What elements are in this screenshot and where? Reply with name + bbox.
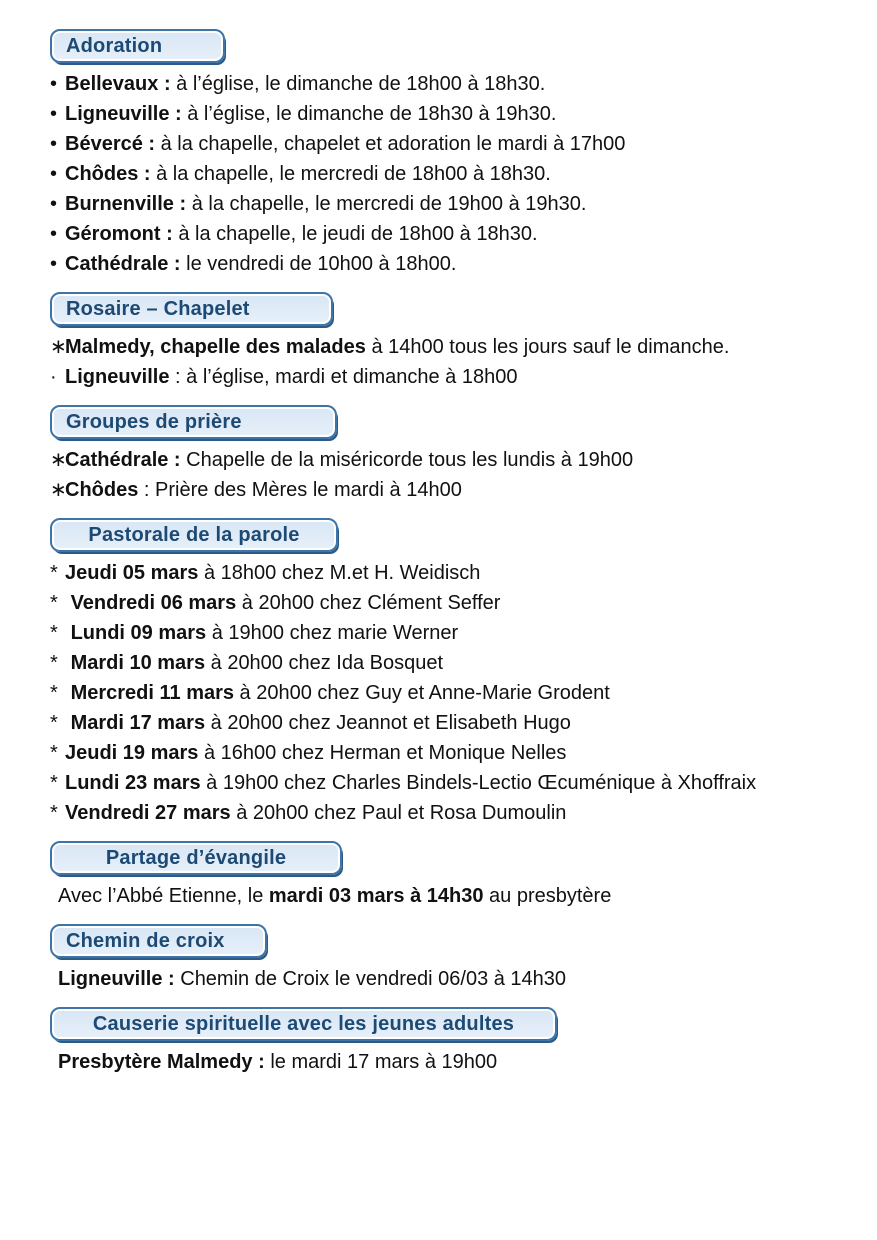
list-item-text: [65, 708, 850, 738]
body-text: à 20h00 chez Paul et Rosa Dumoulin: [230, 802, 567, 824]
list-item: [50, 445, 850, 475]
section-title: Chemin de croix: [66, 929, 225, 952]
list-item-text: [65, 332, 850, 362]
body-text: le mardi 17 mars à 19h00: [264, 1051, 498, 1073]
list-item: [50, 129, 850, 159]
body-text: à la chapelle, le mercredi de 19h00 à 19h30.: [186, 193, 587, 215]
asterisk-icon: ∗: [50, 336, 67, 358]
body-text: à la chapelle, chapelet et adoration le mardi à 17h00: [155, 133, 626, 155]
bullet-icon: •: [50, 193, 58, 215]
list-item-text: [65, 618, 850, 648]
section: [50, 1007, 850, 1077]
asterisk-icon: *: [50, 682, 58, 704]
list-item: [50, 798, 850, 828]
body-text: : Prière des Mères le mardi à 14h00: [138, 479, 462, 501]
emphasis-text: Vendredi 06 mars: [65, 592, 237, 614]
asterisk-icon: ∗: [50, 479, 67, 501]
list-item: [50, 475, 850, 505]
list-item-text: [65, 219, 850, 249]
section-items: [50, 1047, 850, 1077]
section-header-badge: [50, 405, 337, 439]
emphasis-text: mardi 03 mars à 14h30: [268, 885, 484, 907]
body-text: à 20h00 chez Guy et Anne-Marie Grodent: [234, 682, 610, 704]
body-text: à l’église, le dimanche de 18h00 à 18h30.: [170, 73, 546, 95]
emphasis-text: Lundi 09 mars: [65, 622, 207, 644]
section-title: Causerie spirituelle avec les jeunes adultes: [92, 1012, 515, 1035]
section-header-badge: [50, 29, 225, 63]
list-item-text: [65, 768, 850, 798]
list-item-text: [65, 189, 850, 219]
section-title: Pastorale de la parole: [88, 523, 300, 546]
section-header-badge: [50, 924, 267, 958]
emphasis-text: Ligneuville :: [65, 103, 182, 125]
body-text: à 19h00 chez marie Werner: [206, 622, 459, 644]
list-item: [50, 159, 850, 189]
list-item: [50, 708, 850, 738]
list-item: [50, 219, 850, 249]
asterisk-icon: *: [50, 562, 58, 584]
list-item-text: [65, 588, 850, 618]
emphasis-text: Lundi 23 mars: [65, 772, 201, 794]
list-item-text: [65, 475, 850, 505]
body-text: à la chapelle, le mercredi de 18h00 à 18h30.: [150, 163, 551, 185]
bullet-icon: •: [50, 73, 58, 95]
list-item: [50, 558, 850, 588]
asterisk-icon: *: [50, 652, 58, 674]
section: [50, 292, 850, 392]
list-item: [50, 648, 850, 678]
list-item: [50, 99, 850, 129]
list-item: [50, 69, 850, 99]
list-item-text: [58, 881, 850, 911]
list-item: [50, 881, 850, 911]
emphasis-text: Bévercé :: [65, 133, 156, 155]
list-item: [50, 618, 850, 648]
section: [50, 405, 850, 505]
bullet-icon: •: [50, 133, 58, 155]
body-text: Chemin de Croix le vendredi 06/03 à 14h30: [174, 968, 567, 990]
dot-icon: ·: [50, 366, 57, 388]
list-item-text: [65, 362, 850, 392]
body-text: Chapelle de la miséricorde tous les lundis à 19h00: [180, 449, 634, 471]
bullet-icon: •: [50, 163, 58, 185]
emphasis-text: Mardi 10 mars: [65, 652, 206, 674]
list-item: [50, 362, 850, 392]
list-item: [50, 332, 850, 362]
list-item-text: [58, 964, 850, 994]
section-items: [50, 881, 850, 911]
emphasis-text: Chôdes: [65, 479, 139, 501]
section-header-badge: [50, 292, 333, 326]
body-text: à 14h00 tous les jours sauf le dimanche.: [365, 336, 730, 358]
list-item-text: [65, 249, 850, 279]
body-text: Avec l’Abbé Etienne, le: [58, 885, 269, 907]
list-item: [50, 738, 850, 768]
asterisk-icon: *: [50, 742, 58, 764]
section: [50, 29, 850, 279]
section-items: [50, 964, 850, 994]
section-header-badge: [50, 518, 338, 552]
emphasis-text: Cathédrale :: [65, 253, 181, 275]
list-item: [50, 588, 850, 618]
section: [50, 841, 850, 911]
bullet-icon: •: [50, 103, 58, 125]
list-item-text: [58, 1047, 850, 1077]
section-title: Partage d’évangile: [105, 846, 287, 869]
body-text: à 19h00 chez Charles Bindels-Lectio Œcuménique à Xhoffraix: [200, 772, 757, 794]
section-items: [50, 445, 850, 505]
body-text: à 16h00 chez Herman et Monique Nelles: [198, 742, 567, 764]
section-header-badge: [50, 1007, 557, 1041]
bullet-icon: •: [50, 253, 58, 275]
body-text: à 18h00 chez M.et H. Weidisch: [198, 562, 481, 584]
list-item-text: [65, 558, 850, 588]
section-items: [50, 69, 850, 279]
asterisk-icon: ∗: [50, 449, 67, 471]
asterisk-icon: *: [50, 592, 58, 614]
body-text: : à l’église, mardi et dimanche à 18h00: [169, 366, 518, 388]
emphasis-text: Chôdes :: [65, 163, 151, 185]
list-item-text: [65, 798, 850, 828]
section-items: [50, 332, 850, 392]
section-title: Groupes de prière: [66, 410, 242, 433]
emphasis-text: Géromont :: [65, 223, 173, 245]
body-text: à 20h00 chez Jeannot et Elisabeth Hugo: [205, 712, 571, 734]
section-title: Adoration: [66, 34, 163, 57]
content: [50, 29, 850, 1077]
body-text: à l’église, le dimanche de 18h30 à 19h30.: [181, 103, 557, 125]
list-item-text: [65, 678, 850, 708]
list-item-text: [65, 648, 850, 678]
asterisk-icon: *: [50, 802, 58, 824]
emphasis-text: Jeudi 05 mars: [65, 562, 199, 584]
emphasis-text: Bellevaux :: [65, 73, 171, 95]
section: [50, 924, 850, 994]
list-item: [50, 678, 850, 708]
emphasis-text: Ligneuville :: [58, 968, 175, 990]
list-item-text: [65, 129, 850, 159]
asterisk-icon: *: [50, 712, 58, 734]
emphasis-text: Presbytère Malmedy :: [58, 1051, 265, 1073]
asterisk-icon: *: [50, 622, 58, 644]
list-item-text: [65, 445, 850, 475]
emphasis-text: Jeudi 19 mars: [65, 742, 199, 764]
list-item-text: [65, 69, 850, 99]
body-text: au presbytère: [483, 885, 612, 907]
list-item-text: [65, 99, 850, 129]
list-item: [50, 189, 850, 219]
list-item-text: [65, 159, 850, 189]
emphasis-text: Malmedy, chapelle des malades: [65, 336, 366, 358]
emphasis-text: Mercredi 11 mars: [65, 682, 234, 704]
emphasis-text: Vendredi 27 mars: [65, 802, 231, 824]
section: [50, 518, 850, 828]
body-text: le vendredi de 10h00 à 18h00.: [180, 253, 457, 275]
list-item: [50, 964, 850, 994]
body-text: à 20h00 chez Clément Seffer: [236, 592, 501, 614]
section-items: [50, 558, 850, 828]
body-text: à la chapelle, le jeudi de 18h00 à 18h30.: [172, 223, 538, 245]
emphasis-text: Burnenville :: [65, 193, 187, 215]
section-title: Rosaire – Chapelet: [66, 297, 250, 320]
list-item: [50, 249, 850, 279]
section-header-badge: [50, 841, 342, 875]
emphasis-text: Cathédrale :: [65, 449, 181, 471]
asterisk-icon: *: [50, 772, 58, 794]
list-item: [50, 1047, 850, 1077]
body-text: à 20h00 chez Ida Bosquet: [205, 652, 444, 674]
bullet-icon: •: [50, 223, 58, 245]
emphasis-text: Ligneuville: [65, 366, 170, 388]
emphasis-text: Mardi 17 mars: [65, 712, 206, 734]
list-item: [50, 768, 850, 798]
list-item-text: [65, 738, 850, 768]
